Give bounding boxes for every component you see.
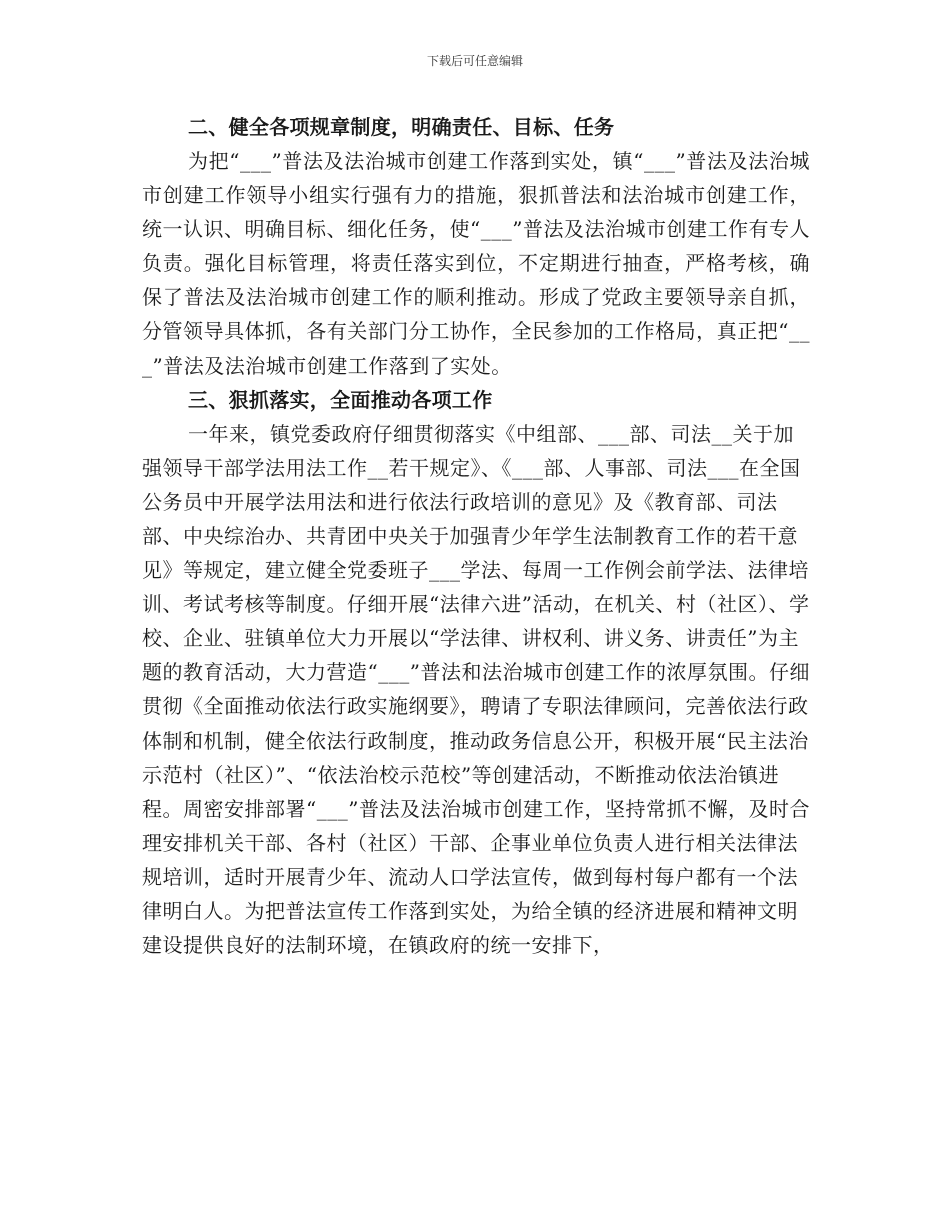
page-header: 下载后可任意编辑 <box>426 54 523 68</box>
section-paragraph-2: 为把“___”普法及法治城市创建工作落到实处，镇“___”普法及法治城市创建工作领导小组实行强有力的措施，狠抓普法和法治城市创建工作，统一认识、明确目标、细化任务，使“___”普法及法治城市创建工作有专人负责。强化目标管理，将责任落实到位，不定期进行抽查，严格考核，确保了普法及法治城市创建工作的顺利推动。形成了党政主要领导亲自抓，分管领导具体抓，各有关部门分工协作，全民参加的工作格局，真正把“___”普法及法治城市创建工作落到了实处。 <box>142 149 810 378</box>
section-paragraph-3: 一年来，镇党委政府仔细贯彻落实《中组部、___部、司法__关于加强领导干部学法用法工作__若干规定》、《___部、人事部、司法___在全国公务员中开展学法用法和进行依法行政培训的意见》及《教育部、司法部、中央综治办、共青团中央关于加强青少年学生法制教育工作的若干意见》等规定，建立健全党委班子___学法、每周一工作例会前学法、法律培训、考试考核等制度。仔细开展“法律六进”活动，在机关、村（社区）、学校、企业、驻镇单位大力开展以“学法律、讲权利、讲义务、讲责任”为主题的教育活动，大力营造“___”普法和法治城市创建工作的浓厚氛围。仔细贯彻《全面推动依法行政实施纲要》，聘请了专职法律顾问，完善依法行政体制和机制，健全依法行政制度，推动政务信息公开，积极开展“民主法治示范村（社区）”、“依法治校示范校”等创建活动，不断推动依法治镇进程。周密安排部署“___”普法及法治城市创建工作，坚持常抓不懈，及时合理安排机关干部、各村（社区）干部、企事业单位负责人进行相关法律法规培训，适时开展青少年、流动人口学法宣传，做到每村每户都有一个法律明白人。为把普法宣传工作落到实处，为给全镇的经济进展和精神文明建设提供良好的法制环境，在镇政府的统一安排下， <box>142 421 810 958</box>
section-heading-2: 二、健全各项规章制度，明确责任、目标、任务 <box>188 115 615 139</box>
document-body <box>142 110 810 962</box>
section-heading-3: 三、狠抓落实，全面推动各项工作 <box>188 387 493 412</box>
